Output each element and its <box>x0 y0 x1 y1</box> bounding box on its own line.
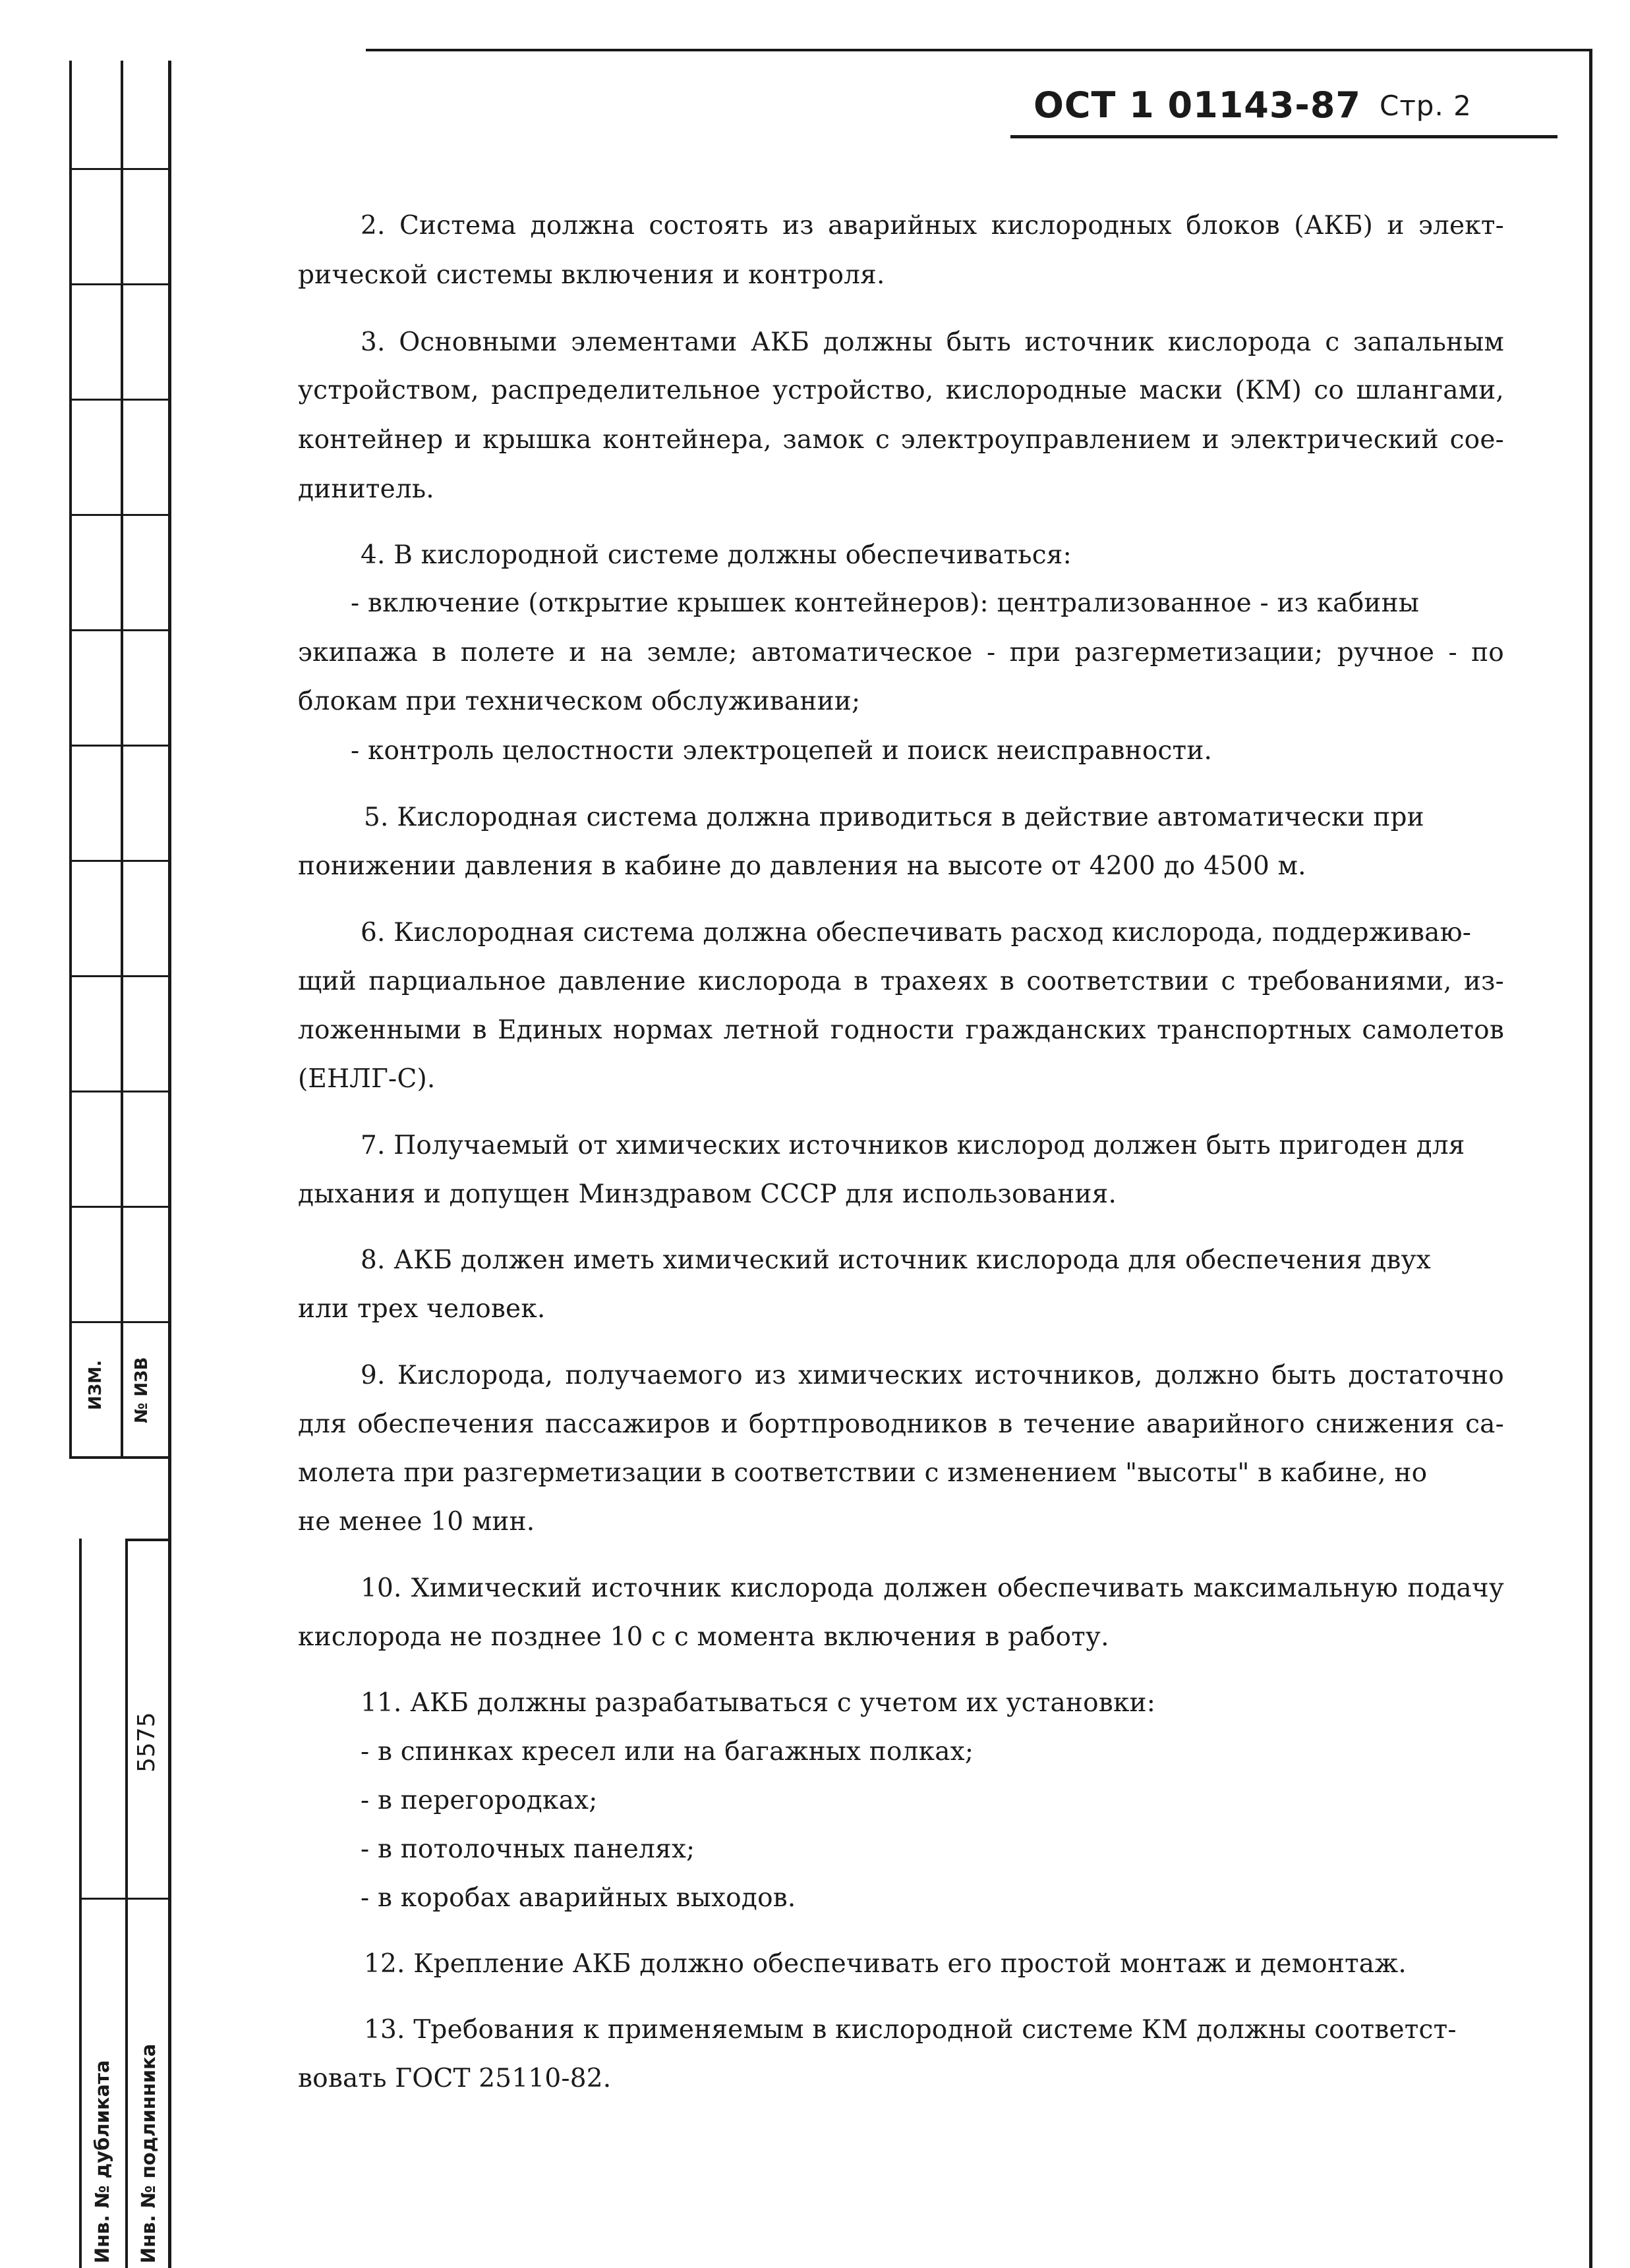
text-line: контейнер и крышка контейнера, замок с электроуправлением и электрический сое- <box>298 425 1504 455</box>
text-line: 12. Крепление АКБ должно обеспечивать его простой монтаж и демонтаж. <box>364 1949 1407 1979</box>
page-number: Стр. 2 <box>1380 90 1472 122</box>
document-code: ОСТ 1 01143-87 <box>1033 84 1361 126</box>
text-line: кислорода не позднее 10 с с момента включения в работу. <box>298 1622 1109 1652</box>
text-line: 2. Система должна состоять из аварийных кислородных блоков (АКБ) и элект- <box>361 211 1504 241</box>
inventory-number: 5575 <box>133 1712 160 1772</box>
text-line: молета при разгерметизации в соответствии с изменением "высоты" в кабине, но <box>298 1458 1428 1488</box>
text-line: 7. Получаемый от химических источников кислород должен быть пригоден для <box>361 1131 1465 1160</box>
text-line: 10. Химический источник кислорода должен обеспечивать максимальную подачу <box>361 1573 1504 1603</box>
inv-no-podlinnika-label: Инв. № подлинника <box>137 2043 160 2263</box>
text-line: устройством, распределительное устройство, кислородные маски (КМ) со шлангами, <box>298 376 1504 405</box>
text-line: - в потолочных панелях; <box>361 1834 695 1864</box>
text-line: - контроль целостности электроцепей и поиск неисправности. <box>351 736 1213 766</box>
text-line: ложенными в Единых нормах летной годности гражданских транспортных самолетов <box>298 1015 1504 1045</box>
text-line: (ЕНЛГ-С). <box>298 1064 436 1094</box>
text-line: - включение (открытие крышек контейнеров): централизованное - из кабины <box>351 588 1420 618</box>
text-line: - в спинках кресел или на багажных полках; <box>361 1737 974 1767</box>
text-line: вовать ГОСТ 25110-82. <box>298 2064 612 2093</box>
text-line: 5. Кислородная система должна приводиться в действие автоматически при <box>364 803 1424 832</box>
no-izv-label: № ИЗВ <box>132 1357 152 1423</box>
text-line: щий парциальное давление кислорода в трахеях в соответствии с требованиями, из- <box>298 967 1504 996</box>
right-border <box>1589 49 1592 2268</box>
text-line: - в коробах аварийных выходов. <box>361 1883 796 1913</box>
text-line: экипажа в полете и на земле; автоматическое - при разгерметизации; ручное - по <box>298 638 1504 667</box>
izm-label: ИЗМ. <box>86 1360 105 1410</box>
top-border <box>366 49 1592 51</box>
text-line: 3. Основными элементами АКБ должны быть источник кислорода с запальным <box>361 327 1504 357</box>
text-line: 6. Кислородная система должна обеспечивать расход кислорода, поддерживаю- <box>361 918 1472 948</box>
text-line: не менее 10 мин. <box>298 1507 535 1537</box>
text-line: 9. Кислорода, получаемого из химических источников, должно быть достаточно <box>361 1361 1504 1390</box>
text-line: динитель. <box>298 474 434 504</box>
text-line: или трех человек. <box>298 1294 546 1324</box>
text-line: 13. Требования к применяемым в кислородной системе КМ должны соответст- <box>364 2015 1457 2045</box>
text-line: понижении давления в кабине до давления на высоте от 4200 до 4500 м. <box>298 851 1306 881</box>
text-line: дыхания и допущен Минздравом СССР для использования. <box>298 1179 1117 1209</box>
text-line: - в перегородках; <box>361 1786 598 1815</box>
text-line: 4. В кислородной системе должны обеспечиваться: <box>361 540 1072 570</box>
inv-no-dublikata-label: Инв. № дубликата <box>91 2060 113 2263</box>
text-line: 8. АКБ должен иметь химический источник кислорода для обеспечения двух <box>361 1245 1431 1275</box>
text-line: рической системы включения и контроля. <box>298 260 885 290</box>
text-line: 11. АКБ должны разрабатываться с учетом их установки: <box>361 1688 1156 1718</box>
header-underline <box>1010 135 1557 138</box>
text-line: блокам при техническом обслуживании; <box>298 687 861 716</box>
text-line: для обеспечения пассажиров и бортпроводников в течение аварийного снижения са- <box>298 1409 1504 1439</box>
